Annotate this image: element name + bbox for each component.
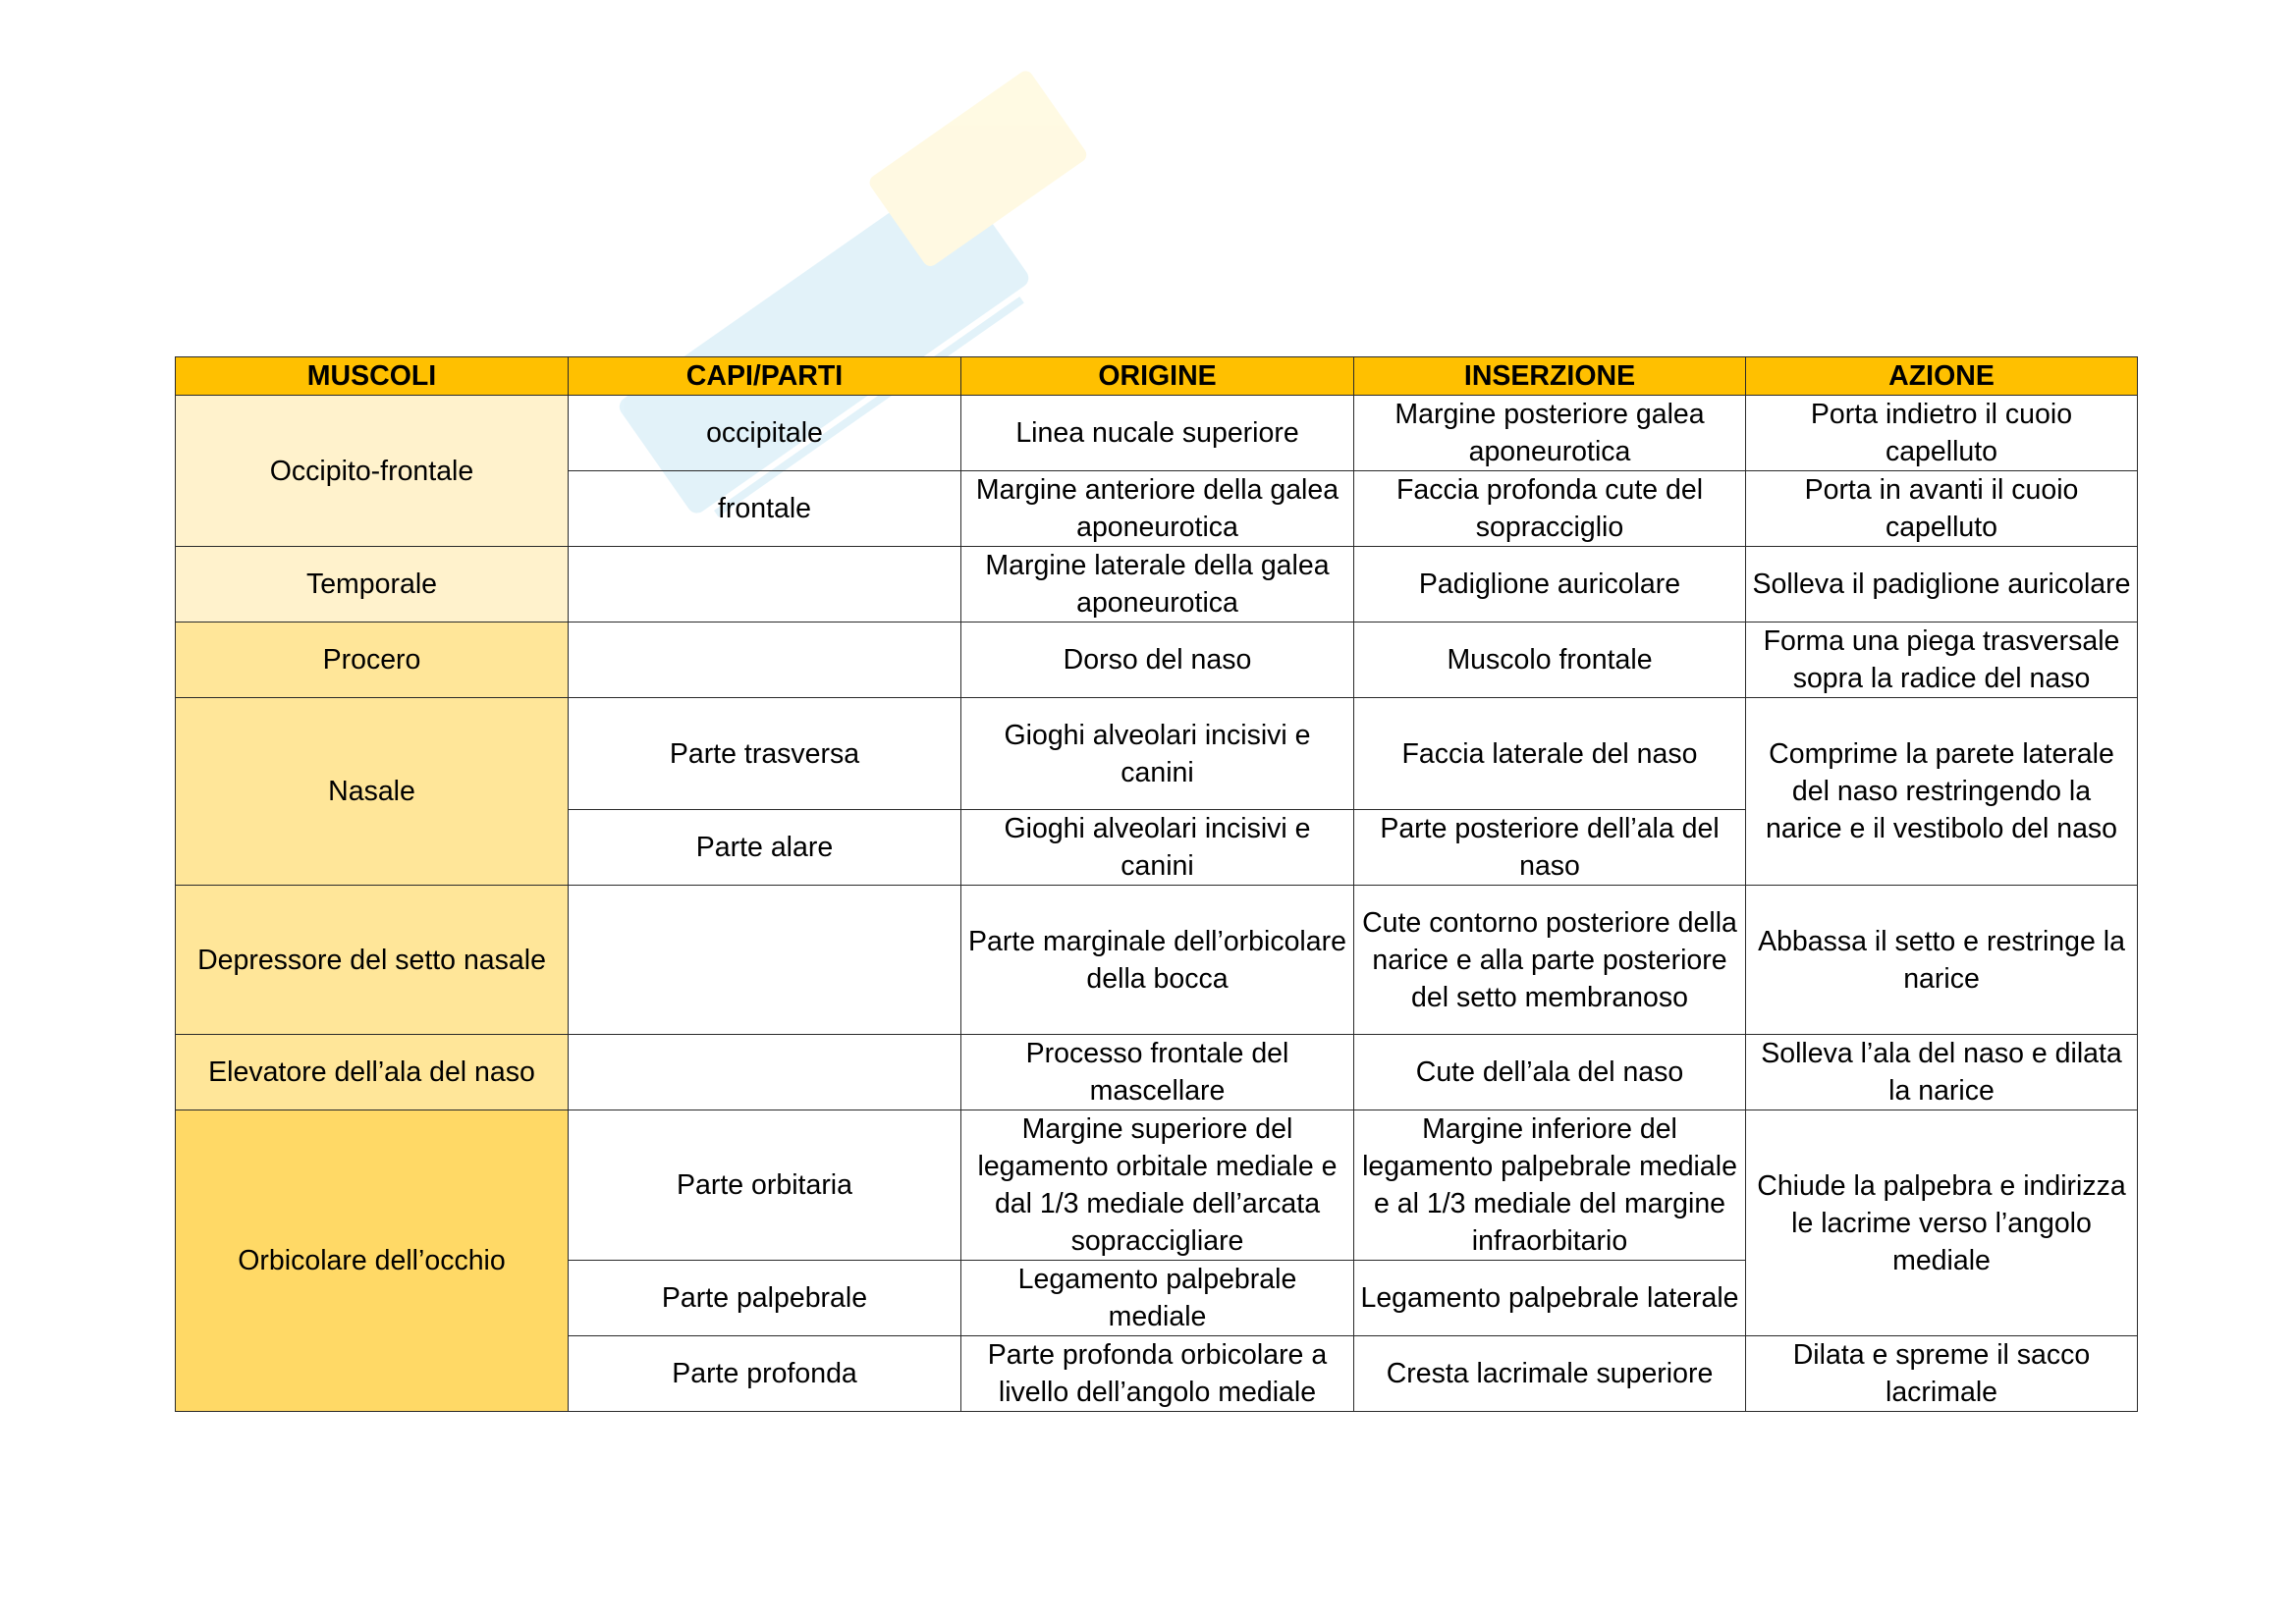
origin-cell: Parte marginale dell’orbicolare della bocca [961, 886, 1354, 1035]
insertion-cell: Cute contorno posteriore della narice e alla parte posteriore del setto membranoso [1354, 886, 1746, 1035]
muscle-name: Nasale [176, 698, 569, 886]
action-cell: Forma una piega trasversale sopra la radice del naso [1746, 623, 2138, 698]
origin-cell: Parte profonda orbicolare a livello dell’angolo mediale [961, 1336, 1354, 1412]
origin-cell: Processo frontale del mascellare [961, 1035, 1354, 1110]
insertion-cell: Cute dell’ala del naso [1354, 1035, 1746, 1110]
muscle-name: Elevatore dell’ala del naso [176, 1035, 569, 1110]
header-muscoli: MUSCOLI [176, 357, 569, 396]
table-row [176, 1110, 2138, 1261]
table-row [176, 698, 2138, 810]
table-row [176, 623, 2138, 698]
part-cell [569, 1035, 961, 1110]
action-cell: Dilata e spreme il sacco lacrimale [1746, 1336, 2138, 1412]
muscle-name: Temporale [176, 547, 569, 623]
part-cell [569, 886, 961, 1035]
table-row [176, 396, 2138, 471]
origin-cell: Legamento palpebrale mediale [961, 1261, 1354, 1336]
part-cell: occipitale [569, 396, 961, 471]
muscles-table [175, 356, 2138, 1412]
table-row [176, 547, 2138, 623]
header-inserzione: INSERZIONE [1354, 357, 1746, 396]
origin-cell: Margine laterale della galea aponeurotica [961, 547, 1354, 623]
header-origine: ORIGINE [961, 357, 1354, 396]
part-cell: Parte profonda [569, 1336, 961, 1412]
muscle-name: Procero [176, 623, 569, 698]
header-azione: AZIONE [1746, 357, 2138, 396]
muscle-name: Orbicolare dell’occhio [176, 1110, 569, 1412]
action-cell: Porta indietro il cuoio capelluto [1746, 396, 2138, 471]
action-cell: Porta in avanti il cuoio capelluto [1746, 471, 2138, 547]
action-cell: Comprime la parete laterale del naso restringendo la narice e il vestibolo del naso [1746, 698, 2138, 886]
part-cell [569, 623, 961, 698]
action-cell: Solleva il padiglione auricolare [1746, 547, 2138, 623]
origin-cell: Dorso del naso [961, 623, 1354, 698]
header-capi-parti: CAPI/PARTI [569, 357, 961, 396]
action-cell: Chiude la palpebra e indirizza le lacrime verso l’angolo mediale [1746, 1110, 2138, 1336]
table-row [176, 886, 2138, 1035]
insertion-cell: Margine inferiore del legamento palpebrale mediale e al 1/3 mediale del margine infraorbitario [1354, 1110, 1746, 1261]
muscle-name: Depressore del setto nasale [176, 886, 569, 1035]
part-cell: Parte alare [569, 810, 961, 886]
insertion-cell: Faccia laterale del naso [1354, 698, 1746, 810]
insertion-cell: Cresta lacrimale superiore [1354, 1336, 1746, 1412]
insertion-cell: Parte posteriore dell’ala del naso [1354, 810, 1746, 886]
table-row [176, 1035, 2138, 1110]
insertion-cell: Faccia profonda cute del sopracciglio [1354, 471, 1746, 547]
origin-cell: Margine anteriore della galea aponeurotica [961, 471, 1354, 547]
part-cell: Parte orbitaria [569, 1110, 961, 1261]
origin-cell: Gioghi alveolari incisivi e canini [961, 810, 1354, 886]
action-cell: Solleva l’ala del naso e dilata la narice [1746, 1035, 2138, 1110]
action-cell: Abbassa il setto e restringe la narice [1746, 886, 2138, 1035]
insertion-cell: Margine posteriore galea aponeurotica [1354, 396, 1746, 471]
muscle-name: Occipito-frontale [176, 396, 569, 547]
insertion-cell: Muscolo frontale [1354, 623, 1746, 698]
header-row [176, 357, 2138, 396]
part-cell: Parte palpebrale [569, 1261, 961, 1336]
origin-cell: Linea nucale superiore [961, 396, 1354, 471]
insertion-cell: Legamento palpebrale laterale [1354, 1261, 1746, 1336]
insertion-cell: Padiglione auricolare [1354, 547, 1746, 623]
origin-cell: Margine superiore del legamento orbitale mediale e dal 1/3 mediale dell’arcata sopraccigliare [961, 1110, 1354, 1261]
part-cell [569, 547, 961, 623]
part-cell: Parte trasversa [569, 698, 961, 810]
origin-cell: Gioghi alveolari incisivi e canini [961, 698, 1354, 810]
part-cell: frontale [569, 471, 961, 547]
